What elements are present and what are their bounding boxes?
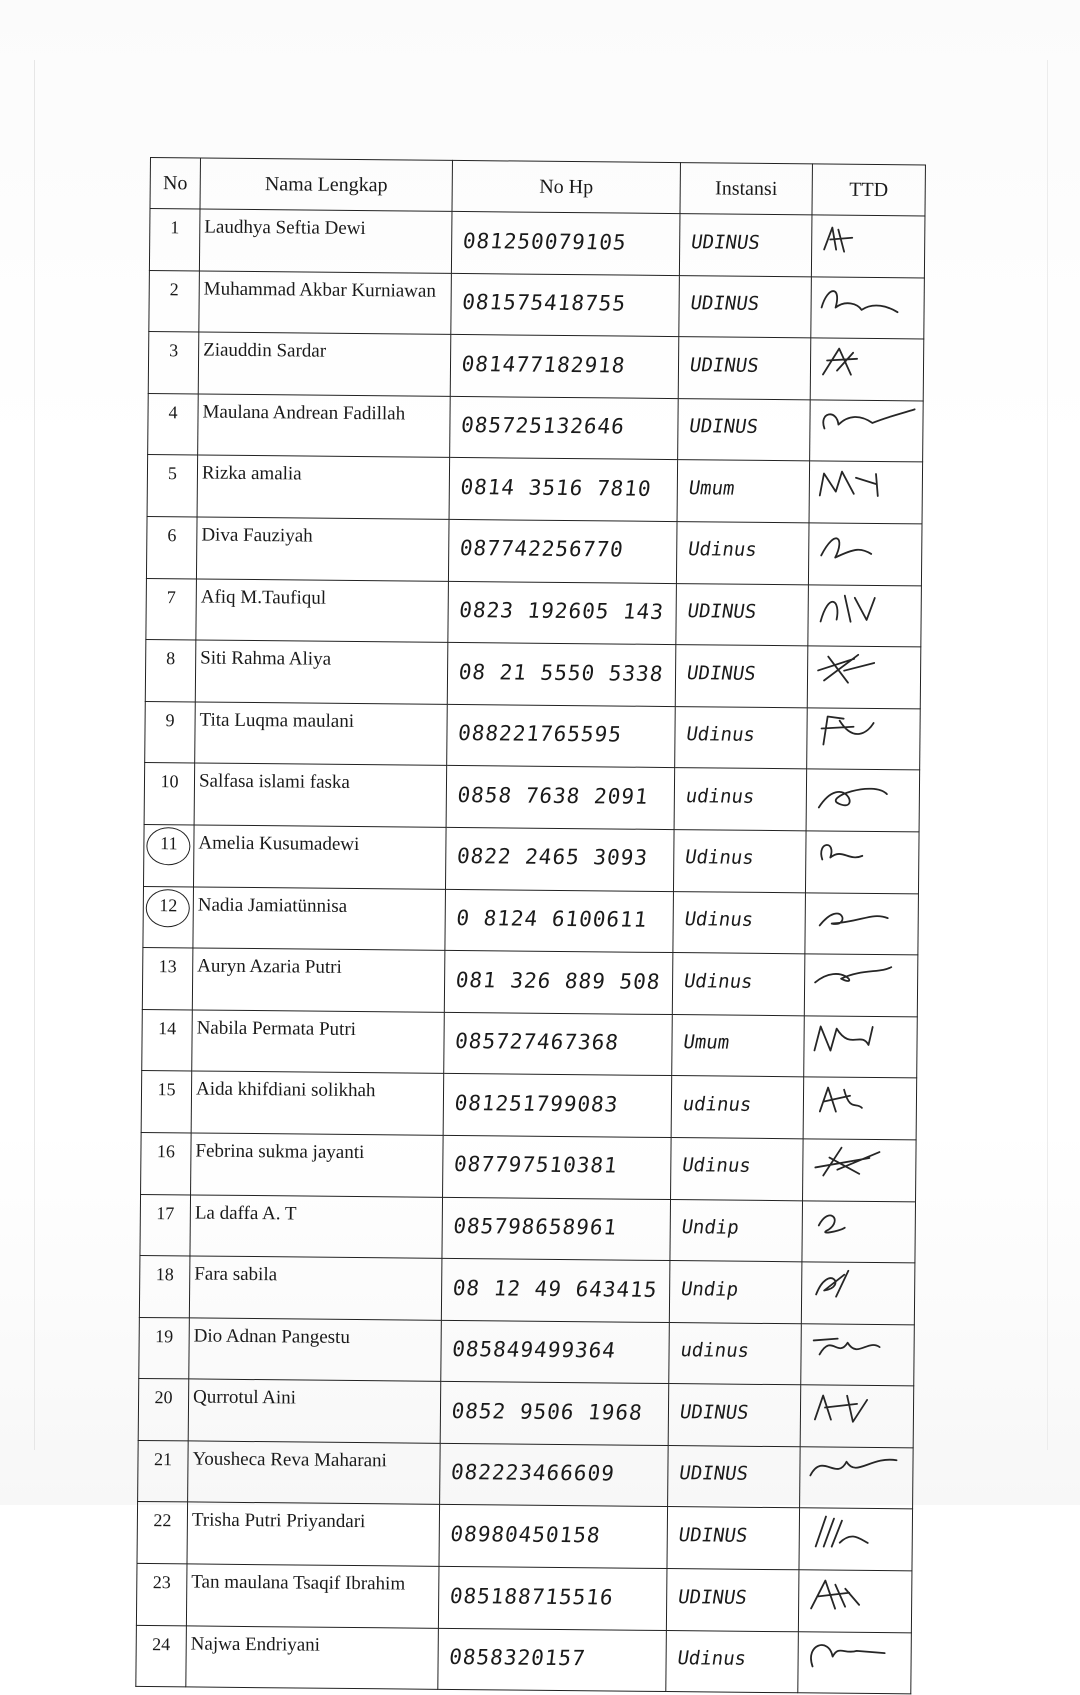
row-name: Trisha Putri Priyandari (187, 1502, 440, 1566)
row-phone: 0 8124 6100611 (442, 889, 677, 953)
table-row (148, 393, 924, 462)
row-name: Qurrotul Aini (188, 1379, 441, 1443)
row-instansi: Umum (667, 1014, 808, 1077)
row-number: 3 (148, 332, 199, 394)
row-name: Yousheca Reva Maharani (188, 1441, 441, 1505)
signature-icon (807, 1328, 907, 1367)
row-signature (801, 1262, 915, 1325)
signature-icon (808, 1266, 908, 1305)
table-row (139, 1256, 915, 1325)
row-instansi: UDINUS (663, 1507, 804, 1570)
header-instansi: Instansi (680, 163, 812, 215)
signature-icon (810, 1020, 910, 1059)
signature-icon (817, 281, 917, 320)
signature-icon (811, 959, 911, 998)
row-number: 15 (141, 1071, 192, 1133)
signature-icon (804, 1636, 904, 1675)
row-signature (803, 1077, 917, 1140)
table-row (139, 1317, 915, 1386)
row-name: Tan maulana Tsaqif Ibrahim (186, 1564, 439, 1628)
row-phone: 081575418755 (448, 273, 683, 337)
row-name: Siti Rahma Aliya (195, 640, 448, 704)
row-number: 11 (144, 824, 195, 886)
signature-icon (816, 466, 916, 505)
row-instansi: UDINUS (662, 1569, 803, 1632)
row-signature (804, 954, 918, 1017)
signature-icon (815, 527, 915, 566)
row-signature (802, 1200, 916, 1263)
row-name: La daffa A. T (190, 1194, 443, 1258)
header-ttd: TTD (812, 164, 925, 216)
row-number: 8 (145, 640, 196, 702)
row-name: Laudhya Seftia Dewi (199, 209, 452, 273)
signature-icon (816, 404, 916, 443)
row-name: Tita Luqma maulani (195, 702, 448, 766)
row-instansi: UDINUS (675, 214, 816, 277)
row-name: Dio Adnan Pangestu (189, 1318, 442, 1382)
row-phone: 085798658961 (439, 1197, 674, 1261)
table-row (138, 1379, 914, 1448)
row-number: 6 (146, 516, 197, 578)
table-row (141, 1071, 917, 1140)
row-phone: 081250079105 (448, 211, 683, 275)
row-instansi: udinus (664, 1322, 805, 1385)
row-signature (811, 276, 925, 339)
row-name: Nabila Permata Putri (192, 1010, 445, 1074)
table-row (149, 209, 925, 278)
row-instansi: UDINUS (674, 275, 815, 338)
row-phone: 08 21 5550 5338 (444, 643, 679, 707)
signature-icon (815, 589, 915, 628)
table-row (142, 1009, 918, 1078)
header-name: Nama Lengkap (200, 158, 452, 211)
table-row (144, 763, 920, 832)
row-signature (801, 1323, 915, 1386)
table-row (138, 1440, 914, 1509)
row-signature (808, 523, 922, 586)
row-phone: 0822 2465 3093 (442, 827, 677, 891)
row-name: Najwa Endriyani (186, 1626, 439, 1690)
signature-icon (818, 219, 918, 258)
row-name: Maulana Andrean Fadillah (198, 394, 451, 458)
table-row (147, 455, 923, 524)
row-instansi: Udinus (670, 706, 811, 769)
row-signature (804, 1016, 918, 1079)
signature-icon (812, 835, 912, 874)
signature-icon (812, 897, 912, 936)
row-phone: 081251799083 (440, 1074, 675, 1138)
row-phone: 085188715516 (435, 1566, 670, 1630)
table-row (136, 1625, 912, 1694)
header-hp: No Hp (452, 160, 680, 213)
row-instansi: Udinus (668, 953, 809, 1016)
row-signature (798, 1570, 912, 1633)
row-signature (811, 215, 925, 278)
row-phone: 088221765595 (443, 704, 678, 768)
row-name: Salfasa islami faska (194, 763, 447, 827)
row-number: 12 (143, 886, 194, 948)
row-signature (799, 1508, 913, 1571)
row-signature (800, 1447, 914, 1510)
row-signature (808, 584, 922, 647)
row-instansi: Udinus (669, 830, 810, 893)
row-phone: 08980450158 (436, 1505, 671, 1569)
row-signature (798, 1631, 912, 1694)
row-instansi: udinus (670, 768, 811, 831)
signature-icon (807, 1390, 907, 1429)
row-instansi: UDINUS (673, 398, 814, 461)
row-phone: 081477182918 (447, 335, 682, 399)
row-number: 21 (138, 1440, 189, 1502)
row-name: Fara sabila (189, 1256, 442, 1320)
table-row (137, 1502, 913, 1571)
row-number: 9 (145, 701, 196, 763)
table-row (145, 640, 921, 709)
row-phone: 087797510381 (439, 1135, 674, 1199)
row-phone: 0858 7638 2091 (443, 766, 678, 830)
row-phone: 0858320157 (435, 1628, 670, 1692)
table-row (146, 578, 922, 647)
row-signature (810, 338, 924, 401)
row-number: 4 (148, 393, 199, 455)
signature-icon (805, 1574, 905, 1613)
row-number: 19 (139, 1317, 190, 1379)
table-row (140, 1194, 916, 1263)
row-instansi: Udinus (661, 1630, 802, 1693)
row-instansi: UDINUS (674, 337, 815, 400)
table-row (146, 516, 922, 585)
signature-icon (809, 1143, 909, 1182)
table-header-row (150, 158, 925, 216)
row-name: Rizka amalia (197, 455, 450, 519)
row-signature (809, 461, 923, 524)
row-name: Auryn Azaria Putri (192, 948, 445, 1012)
table-row (149, 270, 925, 339)
row-number: 10 (144, 763, 195, 825)
row-instansi: Udinus (672, 522, 813, 585)
row-signature (803, 1139, 917, 1202)
row-number: 24 (136, 1625, 187, 1687)
row-instansi: Umum (673, 460, 814, 523)
row-instansi: UDINUS (671, 645, 812, 708)
signature-icon (817, 343, 917, 382)
row-number: 16 (141, 1132, 192, 1194)
row-signature (807, 646, 921, 709)
row-number: 7 (146, 578, 197, 640)
row-instansi: UDINUS (672, 583, 813, 646)
row-name: Nadia Jamiatünnisa (193, 886, 446, 950)
row-instansi: Undip (665, 1261, 806, 1324)
row-instansi: udinus (667, 1076, 808, 1139)
table-row (148, 332, 924, 401)
row-signature (807, 708, 921, 771)
row-phone: 0823 192605 143 (445, 581, 680, 645)
row-phone: 085725132646 (446, 396, 681, 460)
row-name: Aida khifdiani solikhah (191, 1071, 444, 1135)
row-name: Amelia Kusumadewi (193, 825, 446, 889)
row-phone: 0852 9506 1968 (437, 1382, 672, 1446)
table-body (136, 209, 925, 1695)
row-number: 22 (137, 1502, 188, 1564)
row-name: Ziauddin Sardar (198, 332, 451, 396)
row-phone: 087742256770 (445, 519, 680, 583)
row-phone: 081 326 889 508 (441, 951, 676, 1015)
row-signature (810, 400, 924, 463)
signature-icon (813, 712, 913, 751)
row-number: 2 (149, 270, 200, 332)
row-phone: 085727467368 (440, 1012, 675, 1076)
row-number: 13 (142, 948, 193, 1010)
row-phone: 082223466609 (436, 1443, 671, 1507)
header-no: No (150, 158, 200, 209)
table-row (143, 886, 919, 955)
row-number: 23 (136, 1564, 187, 1626)
row-instansi: Undip (666, 1199, 807, 1262)
signature-icon (810, 1082, 910, 1121)
attendance-table (135, 157, 926, 1695)
row-instansi: UDINUS (664, 1384, 805, 1447)
row-name: Muhammad Akbar Kurniawan (199, 271, 452, 335)
row-instansi: UDINUS (663, 1445, 804, 1508)
signature-icon (814, 651, 914, 690)
row-phone: 08 12 49 643415 (438, 1258, 673, 1322)
row-phone: 0814 3516 7810 (446, 458, 681, 522)
signature-icon (806, 1513, 906, 1552)
row-number: 20 (138, 1379, 189, 1441)
row-signature (805, 831, 919, 894)
row-number: 14 (142, 1009, 193, 1071)
row-name: Diva Fauziyah (196, 517, 449, 581)
row-instansi: Udinus (666, 1137, 807, 1200)
signature-icon (813, 774, 913, 813)
table-row (136, 1564, 912, 1633)
signature-icon (809, 1205, 909, 1244)
row-number: 5 (147, 455, 198, 517)
row-name: Febrina sukma jayanti (191, 1133, 444, 1197)
row-signature (800, 1385, 914, 1448)
row-signature (806, 769, 920, 832)
row-number: 1 (149, 209, 200, 271)
row-number: 17 (140, 1194, 191, 1256)
row-number: 18 (139, 1256, 190, 1318)
row-instansi: Udinus (669, 891, 810, 954)
row-signature (805, 892, 919, 955)
table-row (145, 701, 921, 770)
table-row (144, 824, 920, 893)
row-name: Afiq M.Taufiqul (196, 579, 449, 643)
signature-icon (806, 1451, 906, 1490)
row-phone: 085849499364 (438, 1320, 673, 1384)
table-row (141, 1132, 917, 1201)
table-row (142, 948, 918, 1017)
